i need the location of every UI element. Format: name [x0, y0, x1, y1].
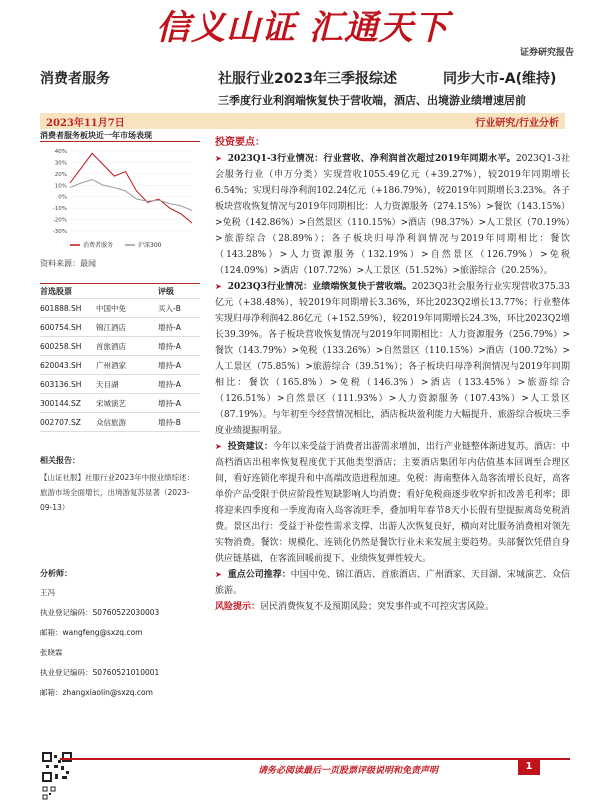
stock-rating: 增持-A — [158, 360, 181, 370]
series-line-1 — [70, 180, 192, 211]
y-tick-label: 20% — [54, 171, 67, 178]
main-content — [215, 133, 570, 615]
stock-row — [40, 337, 200, 356]
stock-code: 600754.SH — [40, 322, 82, 332]
stock-name: 中国中免 — [96, 303, 126, 313]
stock-header-rating: 评级 — [158, 286, 174, 296]
stock-name: 众信旅游 — [96, 417, 126, 427]
report-date: 2023年11月7日 — [46, 118, 125, 129]
brand-logo: 信义山证 汇通天下 — [156, 8, 449, 48]
chart-title-underline — [40, 141, 200, 142]
date-band — [40, 113, 565, 129]
analyst-name: 王冯 — [40, 588, 55, 597]
bullet-arrow-icon: ➤ — [215, 154, 222, 163]
stock-rating: 增持-B — [158, 417, 181, 427]
stock-name: 锦江酒店 — [96, 322, 126, 332]
industry-rating: 同步大市-A(维持) — [443, 71, 557, 87]
y-tick-label: 30% — [54, 160, 67, 167]
stock-rating: 增持-A — [158, 341, 181, 351]
report-subtitle: 三季度行业利润端恢复快于营收端，酒店、出境游业绩增速居前 — [218, 94, 526, 107]
stock-code: 601888.SH — [40, 303, 82, 313]
stock-code: 300144.SZ — [40, 398, 81, 408]
analyst-cert: 执业登记编码：S0760521010001 — [40, 668, 160, 677]
analyst-email[interactable]: 邮箱：wangfeng@sxzq.com — [40, 628, 143, 637]
paragraph-recommend — [215, 567, 570, 599]
analyst-name: 张晓霖 — [40, 648, 63, 657]
stock-rating: 增持-A — [158, 379, 181, 389]
paragraph-advice — [215, 439, 570, 567]
stock-header-code: 首选股票 — [40, 286, 72, 296]
paragraph-body: 2023Q3社会服务行业实现营收375.33亿元（+38.48%），较2019年同期增长3.36%，环比2023Q2增长13.77%；行业整体实现归母净利润42.86亿元（+152.59%），较2019年同期增长24.3%，环比2023Q2增长39.39%。各子板块营收恢复情况与2019年同期相比：人力资源服务（256.79%）>餐饮（143.79%）>免税（133.26%）>自然景区（110.15%）>酒店（100.72%）>人工景区（75.85%）>旅游综合（39.51%）；各子板块归母净利润情况与2019年同期相比：餐饮（165.8%）>免税（146.3%）>酒店（133.45%）>旅游综合（126.51%）>自然景区（111.93%）>人力资源服务（107.43%）>人工景区（87.19%）。与年初至今经营情况相比，酒店板块盈利能力大幅提升、旅游综合板块三季度业绩提振明显。 — [215, 282, 570, 436]
stock-row — [40, 356, 200, 375]
stock-row — [40, 299, 200, 318]
page-number: 1 — [518, 759, 540, 775]
stock-code: 600258.SH — [40, 341, 82, 351]
bullet-arrow-icon: ➤ — [215, 570, 222, 579]
paragraph-risk — [215, 599, 570, 615]
report-title: 社服行业2023年三季报综述 — [218, 71, 397, 87]
analyst-title: 分析师： — [40, 569, 72, 578]
stock-row — [40, 394, 200, 413]
chart-source: 资料来源：最闻 — [40, 259, 96, 268]
paragraph-body: 今年以来受益于消费者出游需求增加，出行产业链整体渐进复苏。酒店：中高档酒店出租率恢复程度优于其他类型酒店；主要酒店集团年内估值基本回调至合理区间，看好连锁化率提升和中高端改造进程加速。免税：海南整体入岛客流增长良好，高客单价产品受限于供应阶段性短缺影响人均消费；看好免税商逐步收窄折扣改善毛利率；即将迎来四季度和一季度海南入岛客流旺季，叠加明年春节8天小长假有望提振离岛免税消费。景区出行：受益于补偿性需求支撑、出游人次恢复良好，横向对比服务消费相对领先实物消费。餐饮：规模化、连锁化仍然是餐饮行业未来发展主要趋势。头部餐饮凭借自身供应链基础，在客流回暖前提下、业绩恢复弹性较大。 — [215, 442, 570, 564]
stock-name: 首旅酒店 — [96, 341, 126, 351]
y-tick-label: -30% — [52, 229, 67, 235]
bullet-arrow-icon: ➤ — [215, 282, 222, 291]
y-tick-label: 0% — [58, 194, 67, 201]
risk-body: 居民消费恢复不及预期风险；突发事件或不可控灾害风险。 — [260, 602, 495, 612]
paragraph-heading: 2023Q3行业情况：业绩端恢复快于营收端。 — [227, 282, 412, 292]
related-reports-title: 相关报告： — [40, 456, 80, 465]
y-tick-label: 40% — [54, 149, 67, 155]
report-category: 行业研究/行业分析 — [475, 118, 559, 129]
paragraph-heading: 重点公司推荐： — [227, 570, 291, 580]
related-report-link[interactable]: 【山证社服】社服行业2023年中报业绩综述：旅游市场全面增长，出境游复苏显著（2023-09-13） — [40, 473, 195, 512]
stock-table-header — [40, 283, 200, 299]
sector-name: 消费者服务 — [40, 71, 110, 87]
report-type: 证券研究报告 — [520, 48, 575, 58]
qr-code-small-icon — [42, 786, 56, 800]
stock-table — [40, 283, 200, 432]
disclaimer-text: 请务必阅读最后一页股票评级说明和免责声明 — [258, 766, 439, 776]
stock-rating: 增持-A — [158, 322, 181, 332]
market-performance-chart — [40, 145, 200, 255]
legend-label: 消费者服务 — [83, 242, 114, 249]
stock-name: 天目湖 — [96, 379, 119, 389]
y-tick-label: -10% — [52, 206, 67, 213]
y-tick-label: -20% — [52, 217, 67, 224]
paragraph-heading: 2023Q1-3行业情况：行业营收、净利润首次超过2019年同期水平。 — [227, 154, 516, 164]
analyst-block — [40, 568, 205, 707]
stock-code: 603136.SH — [40, 379, 82, 389]
stock-name: 广州酒家 — [96, 360, 126, 370]
paragraph-body: 中国中免、锦江酒店、首旅酒店、广州酒家、天目湖、宋城演艺、众信旅游。 — [215, 570, 570, 596]
paragraph-q3 — [215, 279, 570, 439]
risk-label: 风险提示： — [215, 602, 261, 612]
stock-rating: 增持-A — [158, 398, 181, 408]
stock-rating: 买入-B — [158, 303, 181, 313]
stock-row — [40, 375, 200, 394]
paragraph-heading: 投资建议： — [227, 442, 273, 452]
bullet-arrow-icon: ➤ — [215, 442, 222, 451]
paragraph-body: 2023Q1-3社会服务行业（申万分类）实现营收1055.49亿元（+39.27%），较2019年同期增长6.54%；实现归母净利润102.24亿元（+186.79%），较2019年同期增长3.23%。各子板块营收恢复情况与2019年同期相比：人力资源服务（274.15%）>餐饮（143.15%）>免税（142.86%）>自然景区（110.15%）>酒店（98.37%）>人工景区（70.19%）>旅游综合（28.89%）；各子板块归母净利润情况与2019年同期相比：餐饮（143.28%）>人力资源服务（132.19%）>自然景区（126.79%）>免税（124.09%）>酒店（107.72%）>人工景区（51.52%）>旅游综合（20.25%）。 — [215, 154, 570, 276]
stock-name: 宋城演艺 — [96, 398, 126, 408]
chart-title: 消费者服务板块近一年市场表现 — [40, 131, 152, 140]
stock-row — [40, 413, 200, 432]
analyst-email[interactable]: 邮箱：zhangxiaolin@sxzq.com — [40, 688, 153, 697]
legend-label: 沪深300 — [138, 242, 162, 249]
series-line-0 — [70, 153, 192, 223]
stock-code: 620043.SH — [40, 360, 82, 370]
paragraph-q1-3 — [215, 151, 570, 279]
stock-code: 002707.SZ — [40, 417, 81, 427]
y-tick-label: 10% — [54, 183, 67, 190]
investment-points-title: 投资要点： — [215, 137, 265, 148]
stock-row — [40, 318, 200, 337]
analyst-cert: 执业登记编码：S0760522030003 — [40, 608, 160, 617]
